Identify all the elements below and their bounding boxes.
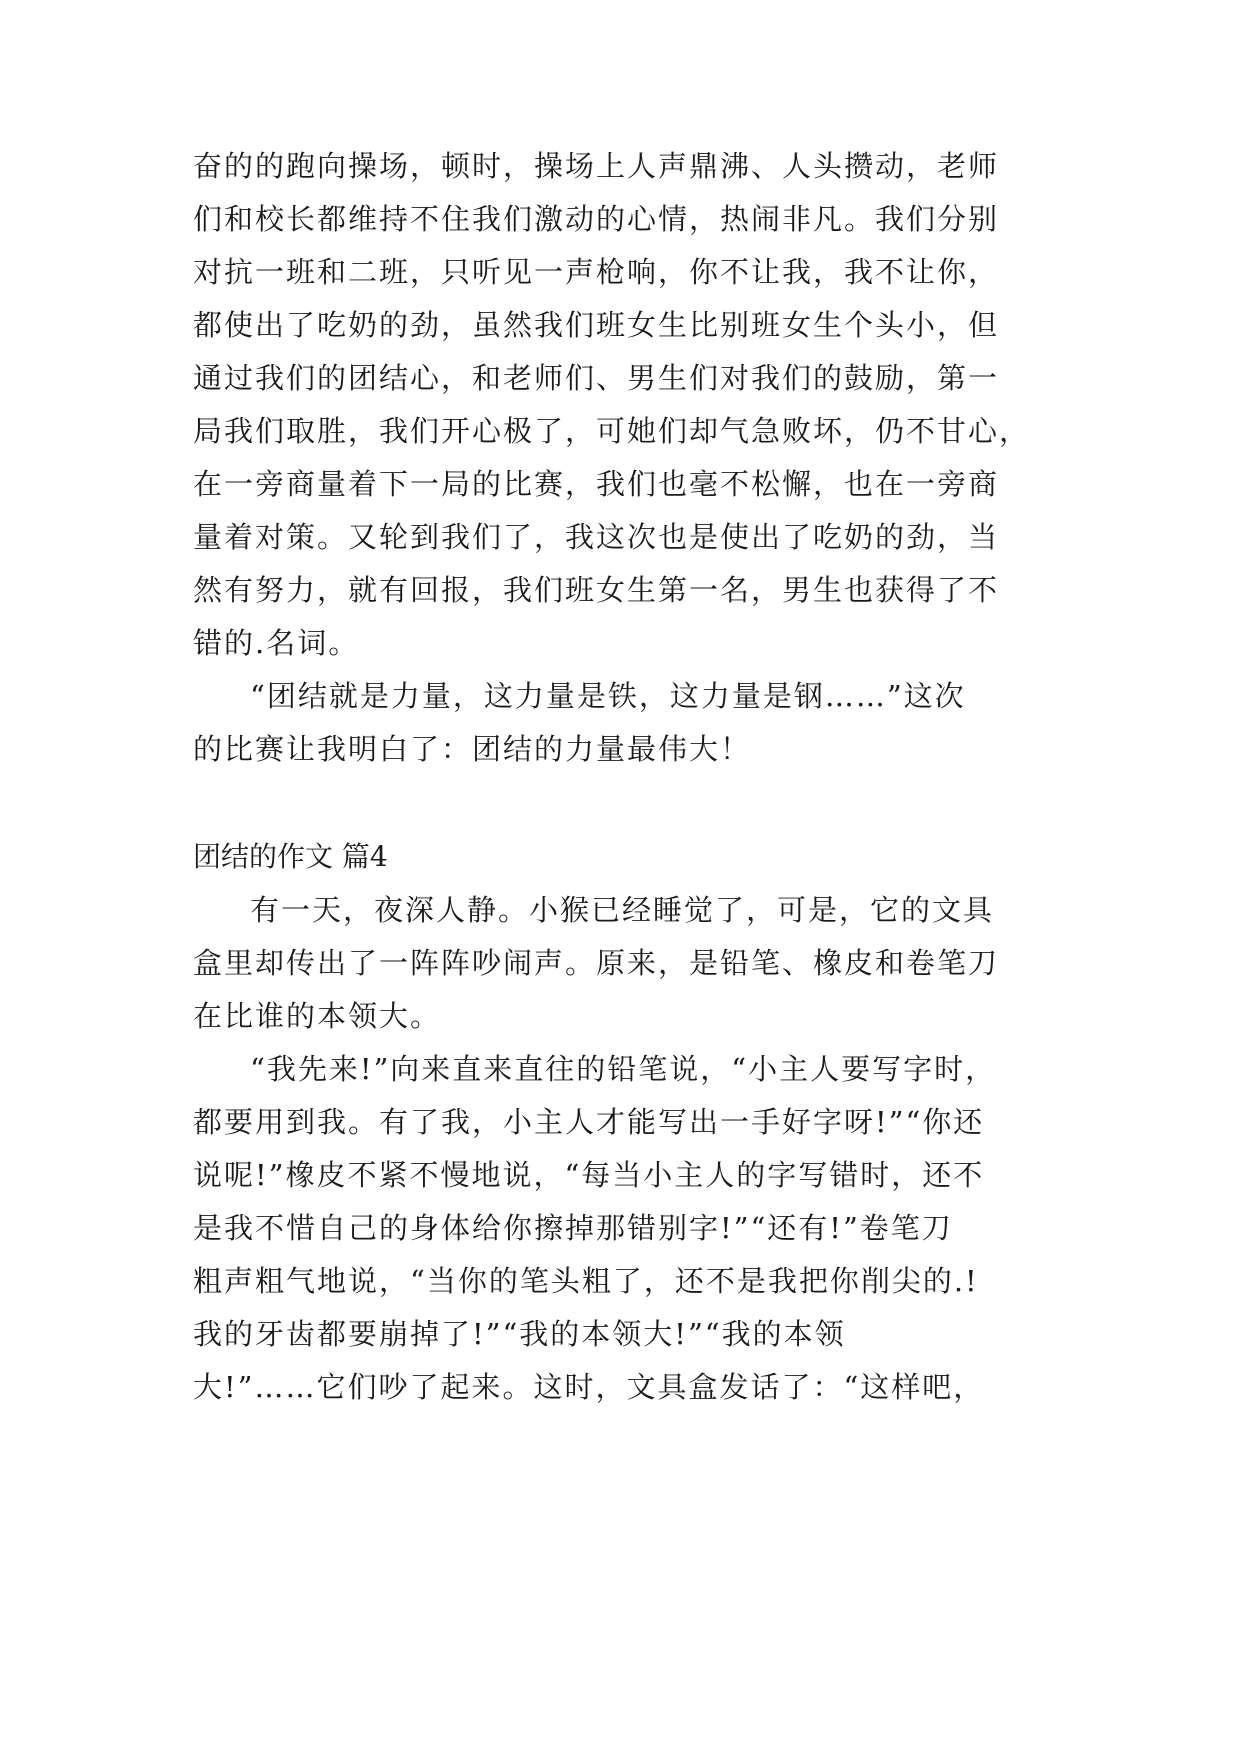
text-line: “我先来!”向来直来直往的铅笔说，“小主人要写字时， (250, 1052, 997, 1086)
text-line: 有一天，夜深人静。小猴已经睡觉了，可是，它的文具 (250, 893, 995, 927)
text-line: 的比赛让我明白了：团结的力量最伟大！ (193, 732, 752, 766)
text-line: 对抗一班和二班，只听见一声枪响，你不让我，我不让你， (193, 255, 1000, 289)
text-line: 在一旁商量着下一局的比赛，我们也毫不松懈，也在一旁商 (193, 467, 1000, 501)
text-line: 在比谁的本领大。 (193, 999, 442, 1033)
text-line: 盒里却传出了一阵阵吵闹声。原来，是铅笔、橡皮和卷笔刀 (193, 946, 1000, 980)
text-line: 然有努力，就有回报，我们班女生第一名，男生也获得了不 (193, 573, 1000, 607)
text-line: 通过我们的团结心，和老师们、男生们对我们的鼓励，第一 (193, 361, 1000, 395)
text-line: 错的.名词。 (193, 626, 360, 660)
text-line: 粗声粗气地说，“当你的笔头粗了，还不是我把你削尖的.! (193, 1264, 979, 1298)
text-line: 是我不惜自己的身体给你擦掉那错别字!”“还有!”卷笔刀 (193, 1211, 953, 1245)
text-line: 们和校长都维持不住我们激动的心情，热闹非凡。我们分别 (193, 202, 1000, 236)
text-line: 都使出了吃奶的劲，虽然我们班女生比别班女生个头小，但 (193, 308, 1000, 342)
text-line: 局我们取胜，我们开心极了，可她们却气急败坏，仍不甘心， (193, 414, 1031, 448)
text-line: 量着对策。又轮到我们了，我这次也是使出了吃奶的劲，当 (193, 520, 1000, 554)
text-line: 大!”……它们吵了起来。这时，文具盒发话了：“这样吧， (193, 1370, 985, 1404)
text-line: 我的牙齿都要崩掉了!”“我的本领大!”“我的本领 (193, 1317, 846, 1351)
text-line: 都要用到我。有了我，小主人才能写出一手好字呀!”“你还 (193, 1105, 985, 1139)
text-line: 说呢!”橡皮不紧不慢地说，“每当小主人的字写错时，还不 (193, 1158, 985, 1192)
text-line: 奋的的跑向操场，顿时，操场上人声鼎沸、人头攒动，老师 (193, 149, 1000, 183)
text-line: “团结就是力量，这力量是铁，这力量是钢……”这次 (250, 679, 966, 713)
section-heading: 团结的作文 篇4 (193, 840, 388, 873)
